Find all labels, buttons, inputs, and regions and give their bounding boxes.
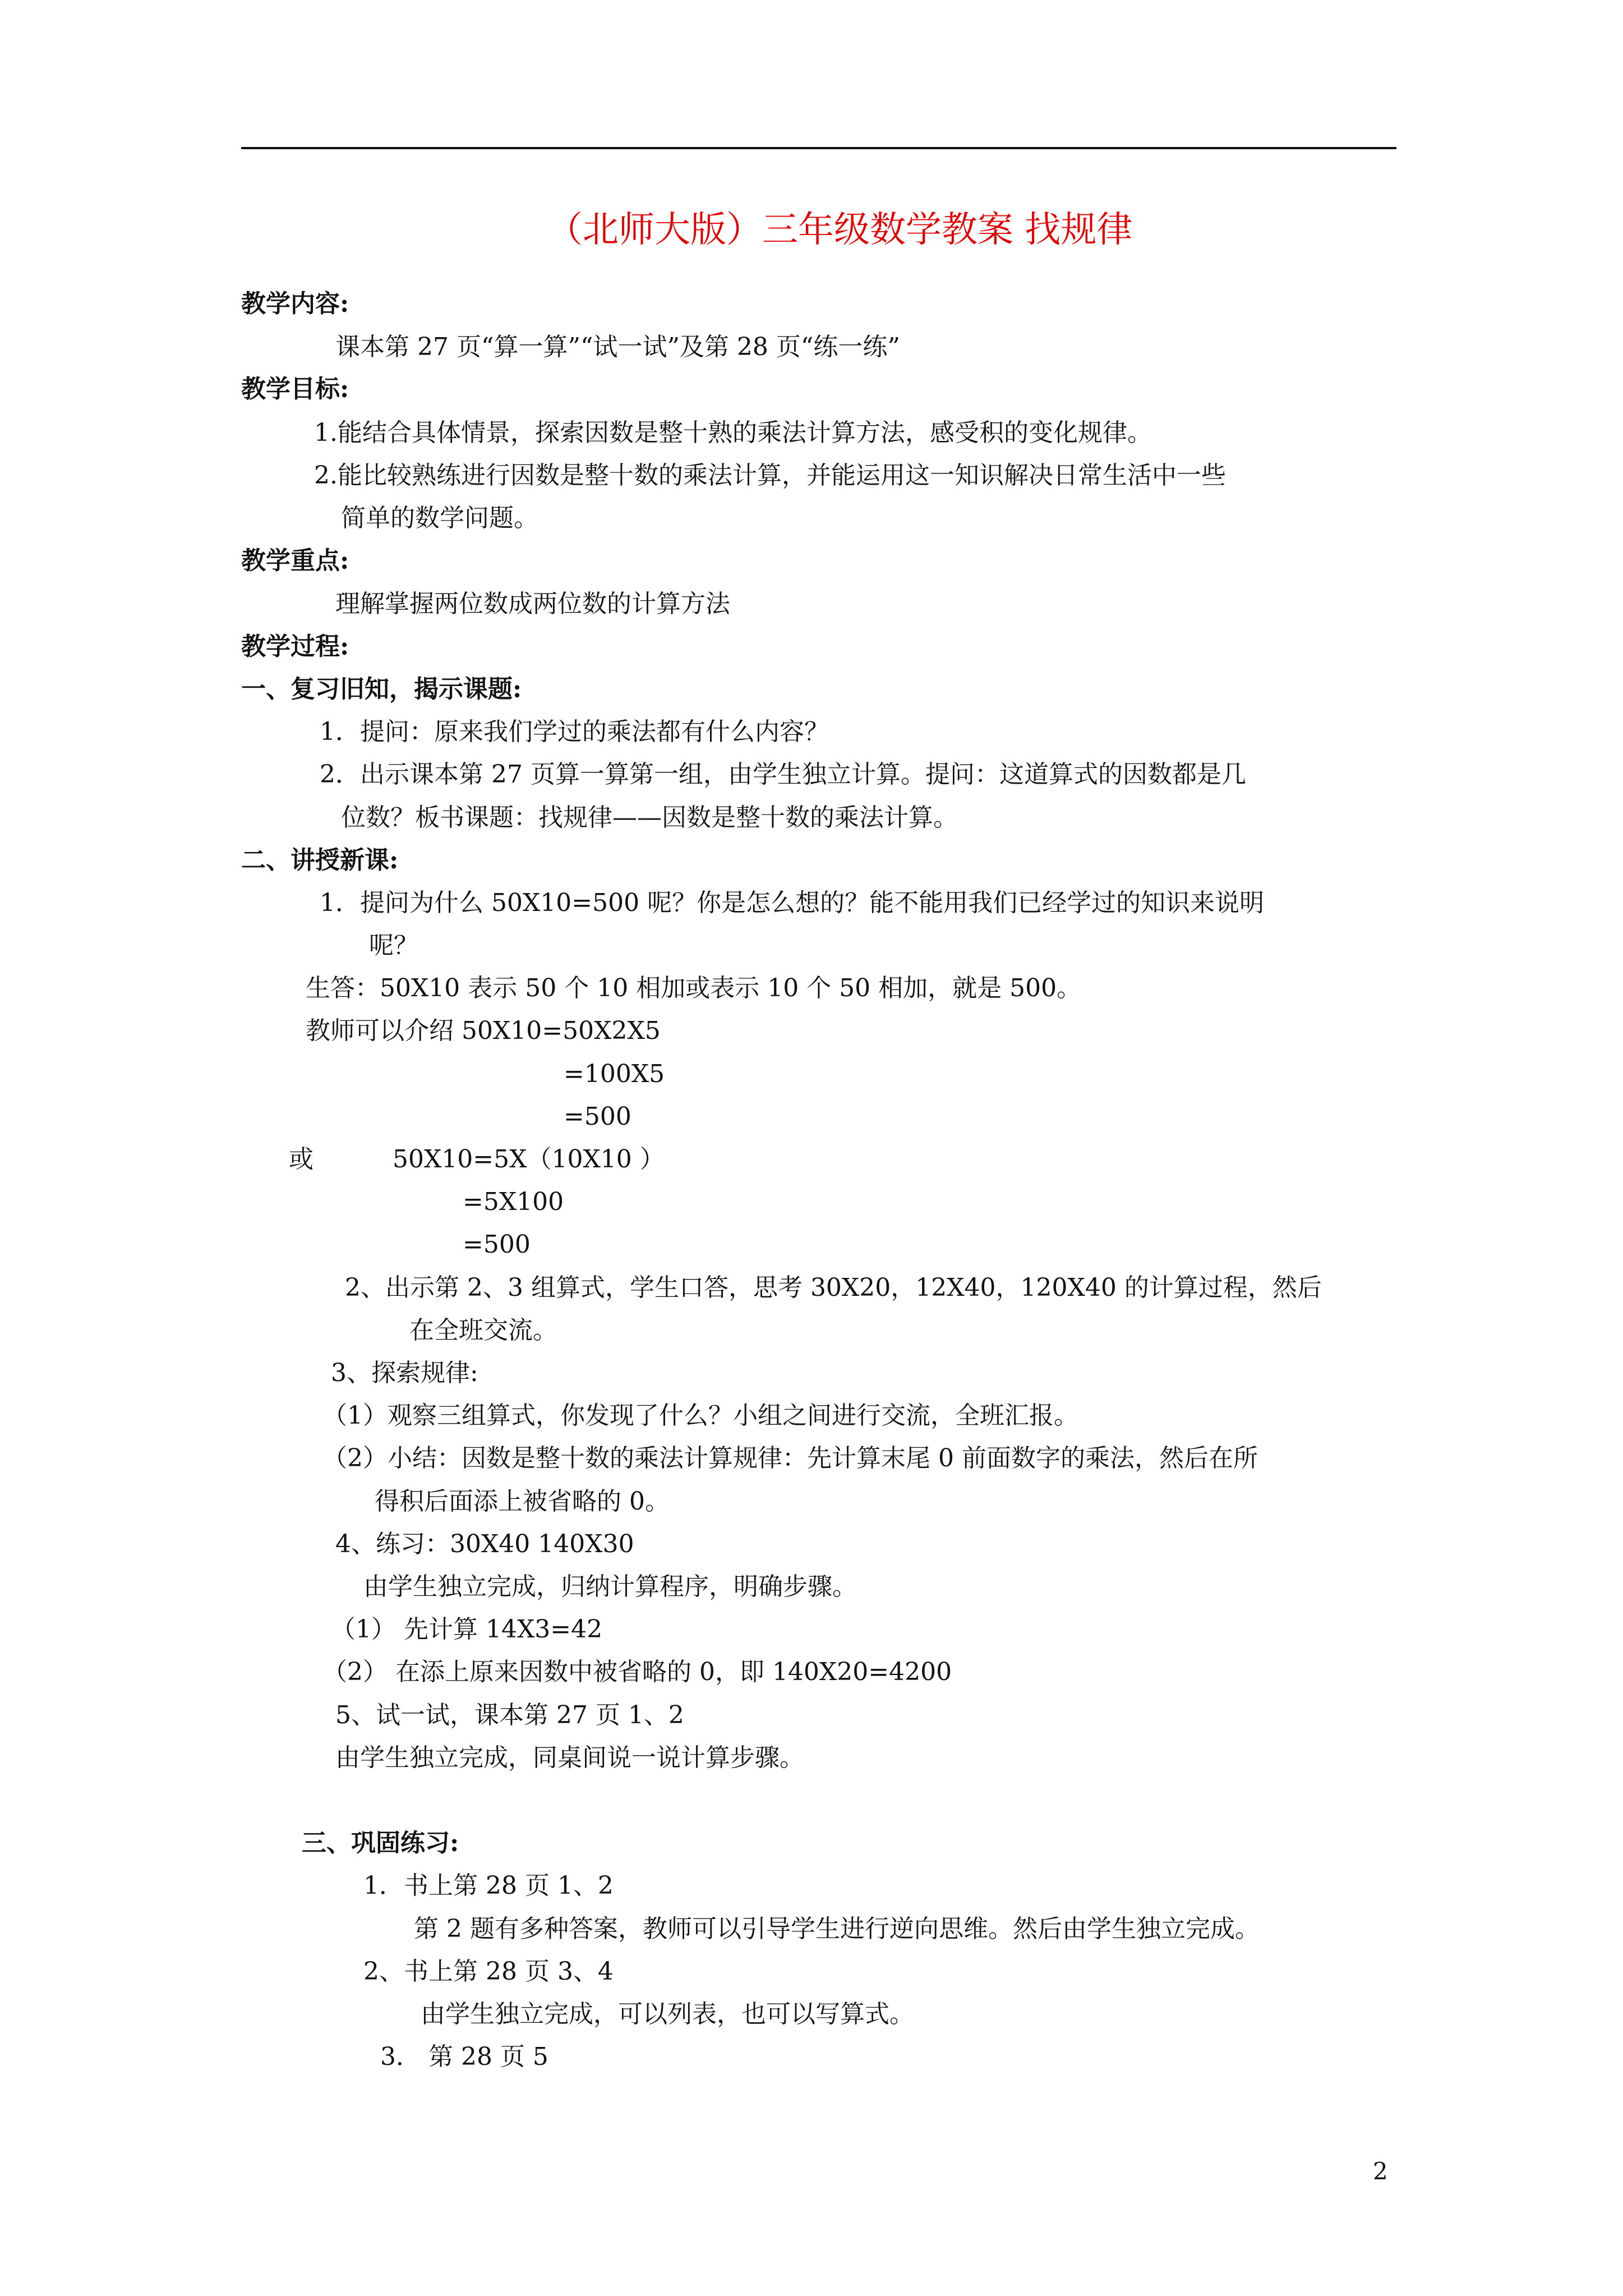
s2-item-3: 3、探索规律:	[331, 1359, 478, 1387]
s2-or: 或	[289, 1145, 313, 1174]
s2-item-1-line2: 呢？	[369, 931, 418, 960]
s2-item-2-line1: 2、出示第 2、3 组算式，学生口答，思考 30X20，12X40，120X40 的计算过程，然后	[345, 1273, 1322, 1302]
heading-process: 教学过程:	[241, 632, 349, 661]
s2-item-4-step-2: （2） 在添上原来因数中被省略的 0，即 140X20=4200	[322, 1658, 952, 1686]
s3-item-1-desc: 第 2 题有多种答案，教师可以引导学生进行逆向思维。然后由学生独立完成。	[414, 1915, 1260, 1943]
s3-item-2-desc: 由学生独立完成，可以列表，也可以写算式。	[421, 2000, 914, 2028]
s1-item-2-line1: 2．出示课本第 27 页算一算第一组，由学生独立计算。提问：这道算式的因数都是几	[320, 760, 1246, 789]
s2-item-4-desc: 由学生独立完成，归纳计算程序，明确步骤。	[363, 1572, 857, 1601]
page-title: （北师大版）三年级数学教案 找规律	[547, 209, 1133, 251]
s2-item-3-b-line1: （2）小结：因数是整十数的乘法计算规律：先计算末尾 0 前面数字的乘法，然后在所	[322, 1444, 1258, 1473]
header-rule	[241, 147, 1396, 149]
s2-teacher: 教师可以介绍 50X10=50X2X5	[306, 1016, 661, 1045]
s2-item-3-b-line2: 得积后面添上被省略的 0。	[375, 1487, 670, 1516]
s2-alt-1: =5X100	[463, 1188, 564, 1216]
s2-item-3-a: （1）观察三组算式，你发现了什么？小组之间进行交流，全班汇报。	[322, 1401, 1078, 1430]
s2-alt-2: =500	[463, 1230, 531, 1259]
s2-item-4-step-1: （1） 先计算 14X3=42	[331, 1615, 603, 1644]
content-text: 课本第 27 页“算一算”“试一试”及第 28 页“练一练”	[335, 333, 900, 361]
section-2-heading: 二、讲授新课:	[241, 846, 399, 875]
section-3-heading: 三、巩固练习:	[302, 1829, 459, 1857]
s2-item-1-line1: 1．提问为什么 50X10=500 呢？你是怎么想的？能不能用我们已经学过的知识来说明	[320, 889, 1265, 917]
s3-item-1: 1．书上第 28 页 1、2	[363, 1871, 614, 1900]
s2-item-4: 4、练习：30X40 140X30	[335, 1530, 634, 1558]
s2-answer: 生答：50X10 表示 50 个 10 相加或表示 10 个 50 相加，就是 500。	[306, 974, 1082, 1002]
goal-2-line1: 2.能比较熟练进行因数是整十数的乘法计算，并能运用这一知识解决日常生活中一些	[314, 461, 1226, 490]
goal-2-line2: 简单的数学问题。	[341, 504, 538, 532]
s2-alt: 50X10=5X（10X10 ）	[393, 1145, 665, 1174]
heading-focus: 教学重点:	[241, 546, 349, 575]
focus-text: 理解掌握两位数成两位数的计算方法	[335, 590, 730, 618]
section-1-heading: 一、复习旧知，揭示课题:	[241, 675, 522, 703]
s1-item-2-line2: 位数？板书课题：找规律——因数是整十数的乘法计算。	[341, 803, 958, 832]
s2-eq-1: =100X5	[564, 1060, 665, 1088]
s2-eq-2: =500	[564, 1102, 631, 1131]
page-number: 2	[1373, 2157, 1388, 2185]
s2-item-5: 5、试一试，课本第 27 页 1、2	[335, 1701, 684, 1729]
heading-content: 教学内容:	[241, 289, 349, 318]
s3-item-3: 3． 第 28 页 5	[380, 2042, 548, 2071]
heading-goals: 教学目标:	[241, 375, 349, 403]
s3-item-2: 2、书上第 28 页 3、4	[363, 1957, 614, 1986]
goal-1: 1.能结合具体情景，探索因数是整十熟的乘法计算方法，感受积的变化规律。	[314, 418, 1152, 447]
s2-item-2-line2: 在全班交流。	[409, 1316, 557, 1345]
s2-item-5-desc: 由学生独立完成，同桌间说一说计算步骤。	[335, 1743, 804, 1772]
s1-item-1: 1．提问：原来我们学过的乘法都有什么内容？	[320, 717, 829, 746]
